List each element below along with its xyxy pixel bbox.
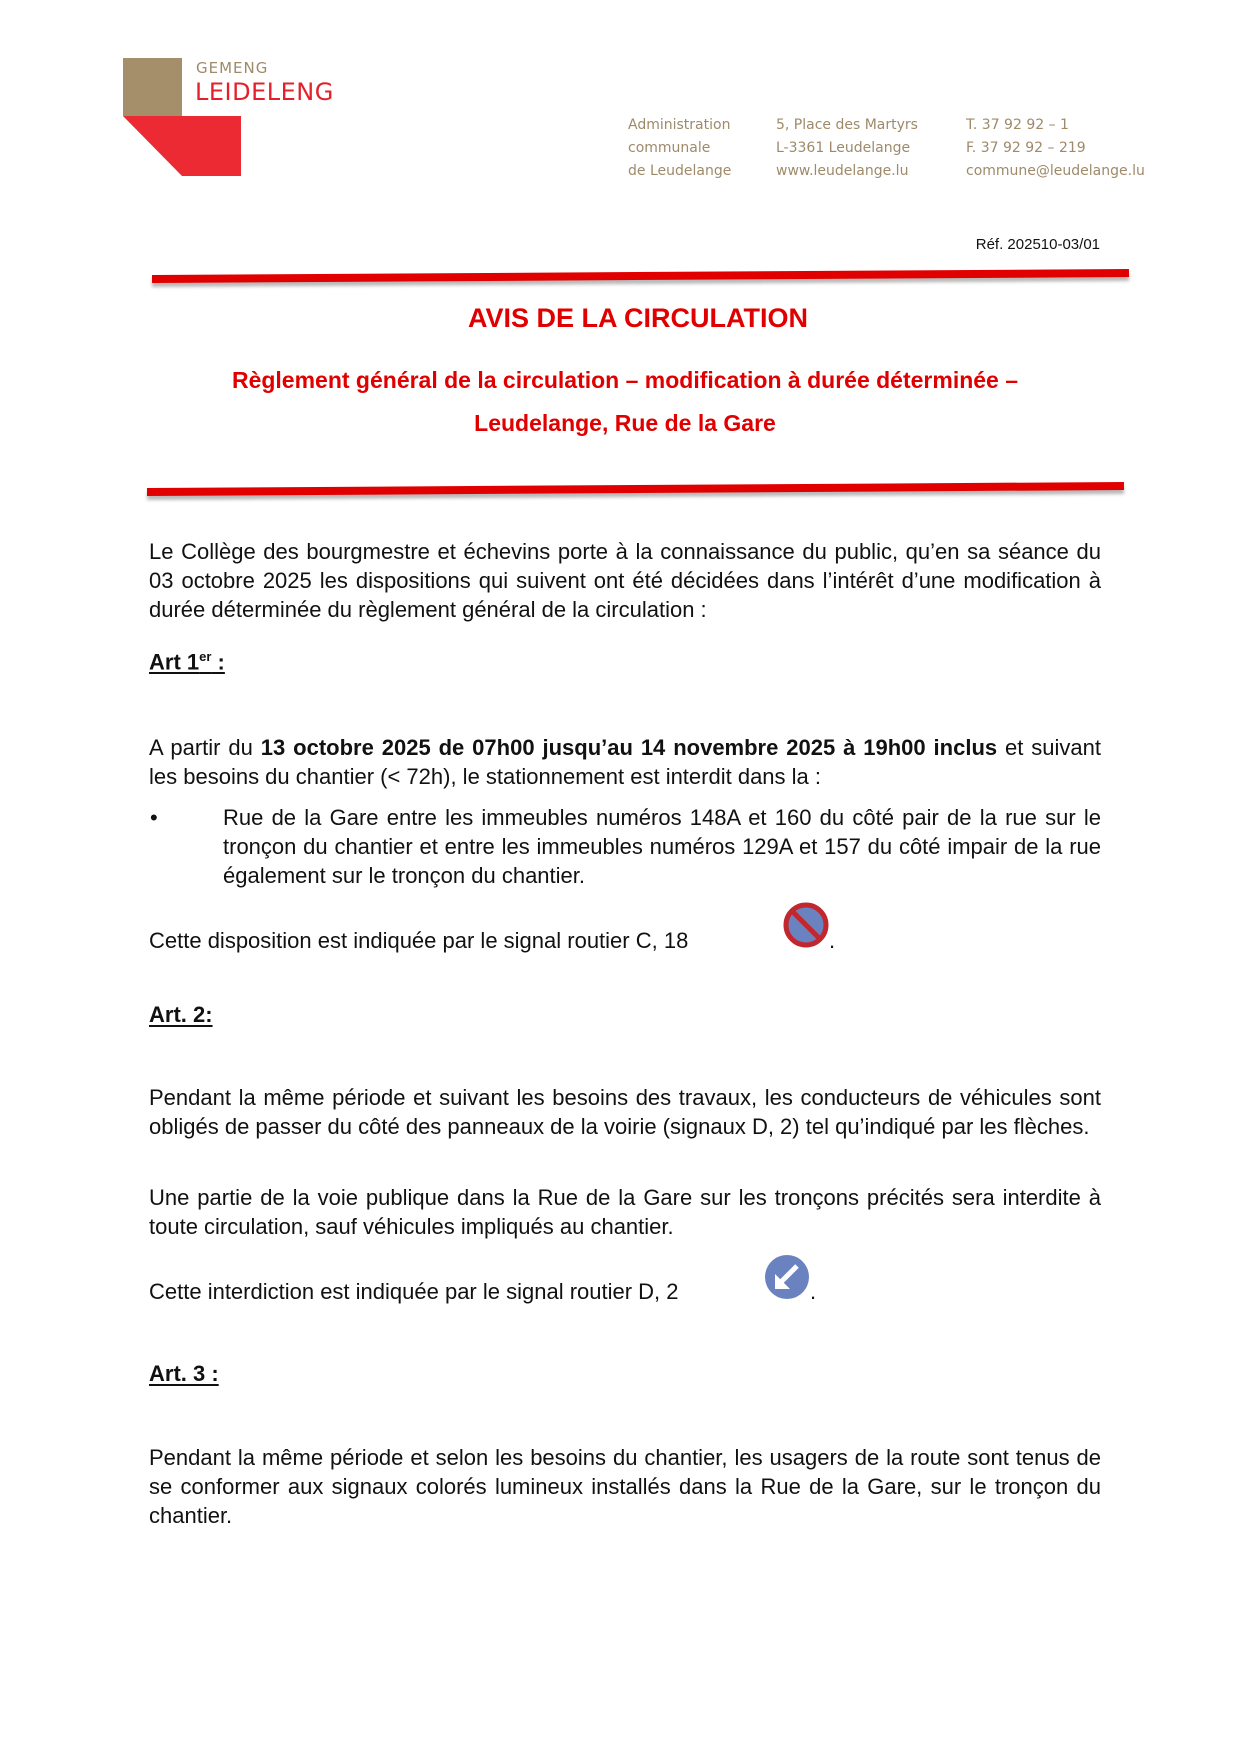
website-link[interactable]: www.leudelange.lu xyxy=(776,163,909,179)
contact-line: L-3361 Leudelange xyxy=(776,140,911,156)
page-title: AVIS DE LA CIRCULATION xyxy=(468,303,808,333)
article-3-heading: Art. 3 : xyxy=(149,1361,219,1386)
subtitle-line-1: Règlement général de la circulation – modification à durée déterminée – xyxy=(231,367,1019,393)
article-1-paragraph xyxy=(149,733,1101,791)
article-2-heading: Art. 2: xyxy=(149,1002,213,1027)
email-link[interactable]: commune@leudelange.lu xyxy=(966,163,1145,179)
article-1-heading xyxy=(149,649,225,675)
contact-line: Administration xyxy=(628,117,731,133)
sign-period: . xyxy=(829,928,836,953)
reference-number: Réf. 202510-03/01 xyxy=(975,236,1100,253)
logo-text-leideleng: LEIDELENG xyxy=(195,78,334,106)
article-2-paragraph-2: Une partie de la voie publique dans la Rue de la Gare sur les tronçons précités sera interdite à toute circulation, sauf véhicules impliqués au chantier. xyxy=(149,1185,1101,1239)
article-1-sign-line xyxy=(149,926,1101,955)
bullet-item: Rue de la Gare entre les immeubles numéros 148A et 160 du côté pair de la rue sur le tronçon du chantier et entre les immeubles numéros 129A et 157 du côté impair de la rue également sur le tronçon du chantier. xyxy=(223,805,1101,888)
article-2-sign-line xyxy=(149,1277,1101,1306)
red-divider-bottom xyxy=(147,482,1124,496)
logo-text-gemeng: GEMENG xyxy=(196,59,269,77)
phone-number: T. 37 92 92 – 1 xyxy=(966,117,1069,133)
contact-address xyxy=(776,114,918,183)
red-divider-top xyxy=(152,269,1129,283)
article-2-paragraph-1: Pendant la même période et suivant les besoins des travaux, les conducteurs de véhicules sont obligés de passer du côté des panneaux de la voirie (signaux D, 2) tel qu’indiqué par les flèches. xyxy=(149,1085,1101,1139)
article-heading-suffix: : xyxy=(211,649,225,675)
logo-gold-square xyxy=(123,58,182,116)
keep-left-arrow-sign-icon xyxy=(764,1254,810,1300)
contact-phone-email xyxy=(966,114,1145,183)
contact-line: de Leudelange xyxy=(628,163,732,179)
intro-paragraph: Le Collège des bourgmestre et échevins porte à la connaissance du public, qu’en sa séance du 03 octobre 2025 les dispositions qui suivent ont été décidées dans l’intérêt d’une modification à durée déterminée du règlement général de la circulation : xyxy=(149,539,1101,622)
contact-line: communale xyxy=(628,140,711,156)
contact-administration xyxy=(628,114,731,183)
sign-caption: Cette disposition est indiquée par le signal routier C, 18 xyxy=(149,928,689,953)
contact-line: 5, Place des Martyrs xyxy=(776,117,918,133)
text: et suivant les besoins du chantier (< 72h), le stationnement est interdit dans la : xyxy=(149,735,1101,789)
sign-caption: Cette interdiction est indiquée par le signal routier D, 2 xyxy=(149,1279,679,1304)
bullet-icon: • xyxy=(150,805,158,830)
no-parking-sign-icon xyxy=(783,902,829,948)
date-range: 13 octobre 2025 de 07h00 jusqu’au 14 novembre 2025 à 19h00 inclus xyxy=(260,735,998,760)
logo-red-shape xyxy=(123,116,241,176)
fax-number: F. 37 92 92 – 219 xyxy=(966,140,1086,156)
subtitle-line-2: Leudelange, Rue de la Gare xyxy=(474,410,776,436)
article-heading-sup: er xyxy=(199,649,212,664)
article-3-paragraph: Pendant la même période et selon les besoins du chantier, les usagers de la route sont tenus de se conformer aux signaux colorés lumineux installés dans la Rue de la Gare, sur le tronçon du chantier. xyxy=(149,1445,1101,1528)
article-heading-text: Art 1 xyxy=(149,649,200,675)
text: A partir du xyxy=(149,735,261,760)
sign-period: . xyxy=(810,1279,817,1304)
